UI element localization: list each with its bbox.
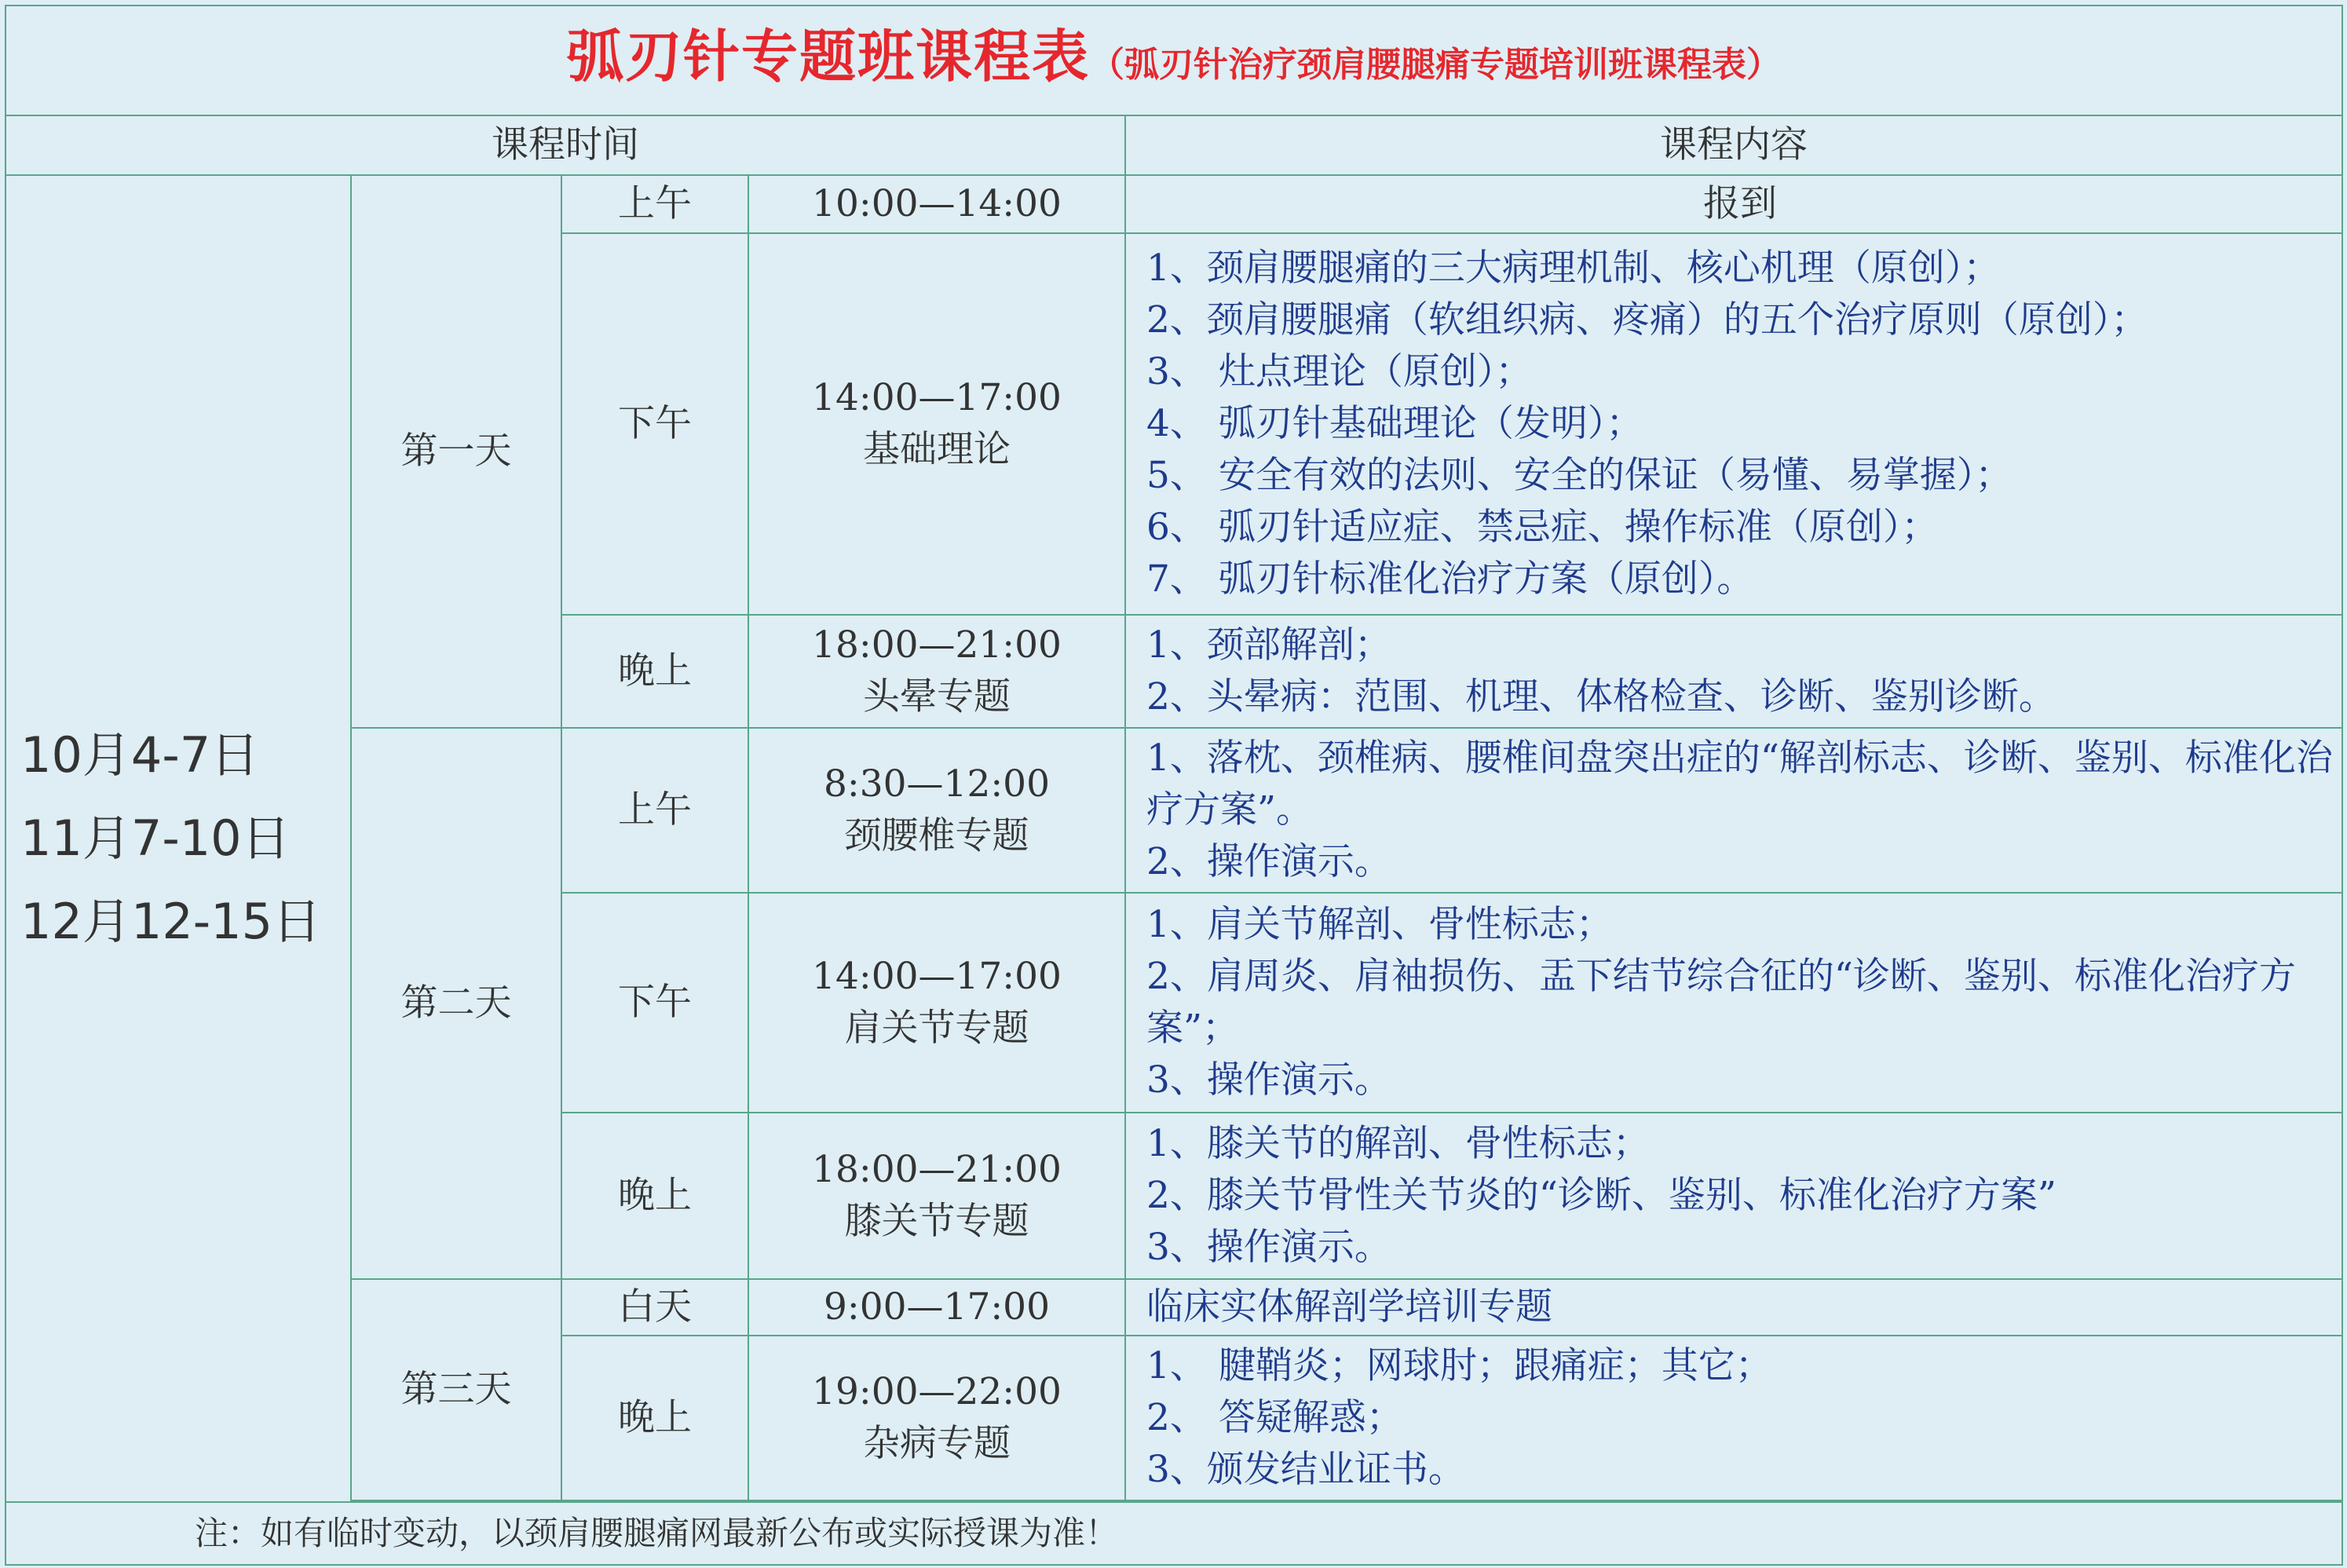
content-item: 1、肩关节解剖、骨性标志；	[1146, 903, 1613, 946]
session-period: 下午	[561, 893, 748, 1113]
content-item: 2、 答疑解惑；	[1146, 1396, 1403, 1439]
content-item: 3、操作演示。	[1146, 1058, 1391, 1102]
session-time: 9:00—17:00	[748, 1279, 1125, 1336]
course-date: 11月7-10日	[20, 810, 291, 867]
session-content	[1125, 728, 2342, 893]
header-content: 课程内容	[1125, 115, 2342, 175]
session-time-topic	[748, 728, 1125, 893]
content-item: 2、颈肩腰腿痛（软组织病、疼痛）的五个治疗原则（原创）；	[1146, 298, 2148, 342]
content-item: 2、肩周炎、肩袖损伤、盂下结节综合征的“诊断、鉴别、标准化治疗方案”；	[1146, 955, 2296, 1050]
course-dates	[5, 175, 351, 1502]
session-content	[1125, 893, 2342, 1113]
day-label: 第二天	[351, 728, 561, 1279]
session-time-topic	[748, 615, 1125, 728]
session-content	[1125, 233, 2342, 615]
session-topic: 杂病专题	[863, 1422, 1011, 1465]
session-period: 晚上	[561, 1113, 748, 1279]
content-item: 3、颁发结业证书。	[1146, 1448, 1465, 1491]
session-period: 白天	[561, 1279, 748, 1336]
header-time: 课程时间	[5, 115, 1125, 175]
session-topic: 基础理论	[863, 428, 1011, 471]
session-time: 18:00—21:00	[812, 623, 1062, 667]
session-time-topic	[748, 233, 1125, 615]
page-subtitle: （弧刃针治疗颈肩腰腿痛专题培训班课程表）	[1090, 44, 1782, 85]
session-time-topic	[748, 1336, 1125, 1500]
session-time: 19:00—22:00	[812, 1370, 1062, 1413]
session-time: 14:00—17:00	[812, 955, 1062, 998]
content-item: 2、膝关节骨性关节炎的“诊断、鉴别、标准化治疗方案”	[1146, 1174, 2056, 1217]
session-period: 上午	[561, 728, 748, 893]
course-date: 12月12-15日	[20, 893, 322, 950]
title-cell	[5, 5, 2342, 115]
session-topic: 头晕专题	[863, 675, 1011, 718]
content-item: 2、操作演示。	[1146, 840, 1391, 883]
content-item: 2、头晕病：范围、机理、体格检查、诊断、鉴别诊断。	[1146, 675, 2056, 718]
session-time-topic	[748, 893, 1125, 1113]
content-item: 3、操作演示。	[1146, 1226, 1391, 1269]
session-time: 8:30—12:00	[824, 762, 1050, 806]
session-period: 晚上	[561, 615, 748, 728]
content-item: 6、 弧刃针适应症、禁忌症、操作标准（原创）；	[1146, 506, 1939, 549]
footnote: 注：如有临时变动，以颈肩腰腿痛网最新公布或实际授课为准！	[5, 1502, 2342, 1565]
session-content	[1125, 1113, 2342, 1279]
content-item: 1、颈部解剖；	[1146, 623, 1391, 667]
session-content: 临床实体解剖学培训专题	[1125, 1279, 2342, 1336]
session-time: 10:00—14:00	[748, 175, 1125, 233]
session-topic: 颈腰椎专题	[844, 814, 1029, 857]
content-item: 7、 弧刃针标准化治疗方案（原创）。	[1146, 557, 1754, 601]
content-item: 3、 灶点理论（原创）；	[1146, 350, 1533, 393]
session-time-topic	[748, 1113, 1125, 1279]
session-content	[1125, 615, 2342, 728]
page-title: 弧刃针专题班课程表	[567, 23, 1091, 90]
schedule-table	[5, 5, 2343, 1566]
course-date: 10月4-7日	[20, 726, 260, 784]
content-item: 5、 安全有效的法则、安全的保证（易懂、易掌握）；	[1146, 454, 2012, 497]
session-time: 14:00—17:00	[812, 376, 1062, 419]
day-label: 第一天	[351, 175, 561, 728]
session-content: 报到	[1125, 175, 2342, 233]
content-item: 4、 弧刃针基础理论（发明）；	[1146, 402, 1643, 445]
content-item: 1、颈肩腰腿痛的三大病理机制、核心机理（原创）；	[1146, 247, 2001, 290]
session-period: 上午	[561, 175, 748, 233]
session-topic: 膝关节专题	[844, 1200, 1029, 1243]
content-item: 1、 腱鞘炎；网球肘；跟痛症；其它；	[1146, 1344, 1772, 1387]
content-item: 1、膝关节的解剖、骨性标志；	[1146, 1122, 1650, 1165]
day-label: 第三天	[351, 1279, 561, 1500]
content-item: 1、落枕、颈椎病、腰椎间盘突出症的“解剖标志、诊断、鉴别、标准化治疗方案”。	[1146, 736, 2333, 832]
session-period: 晚上	[561, 1336, 748, 1500]
session-period: 下午	[561, 233, 748, 615]
session-content	[1125, 1336, 2342, 1500]
session-topic: 肩关节专题	[844, 1007, 1029, 1050]
session-time: 18:00—21:00	[812, 1148, 1062, 1191]
